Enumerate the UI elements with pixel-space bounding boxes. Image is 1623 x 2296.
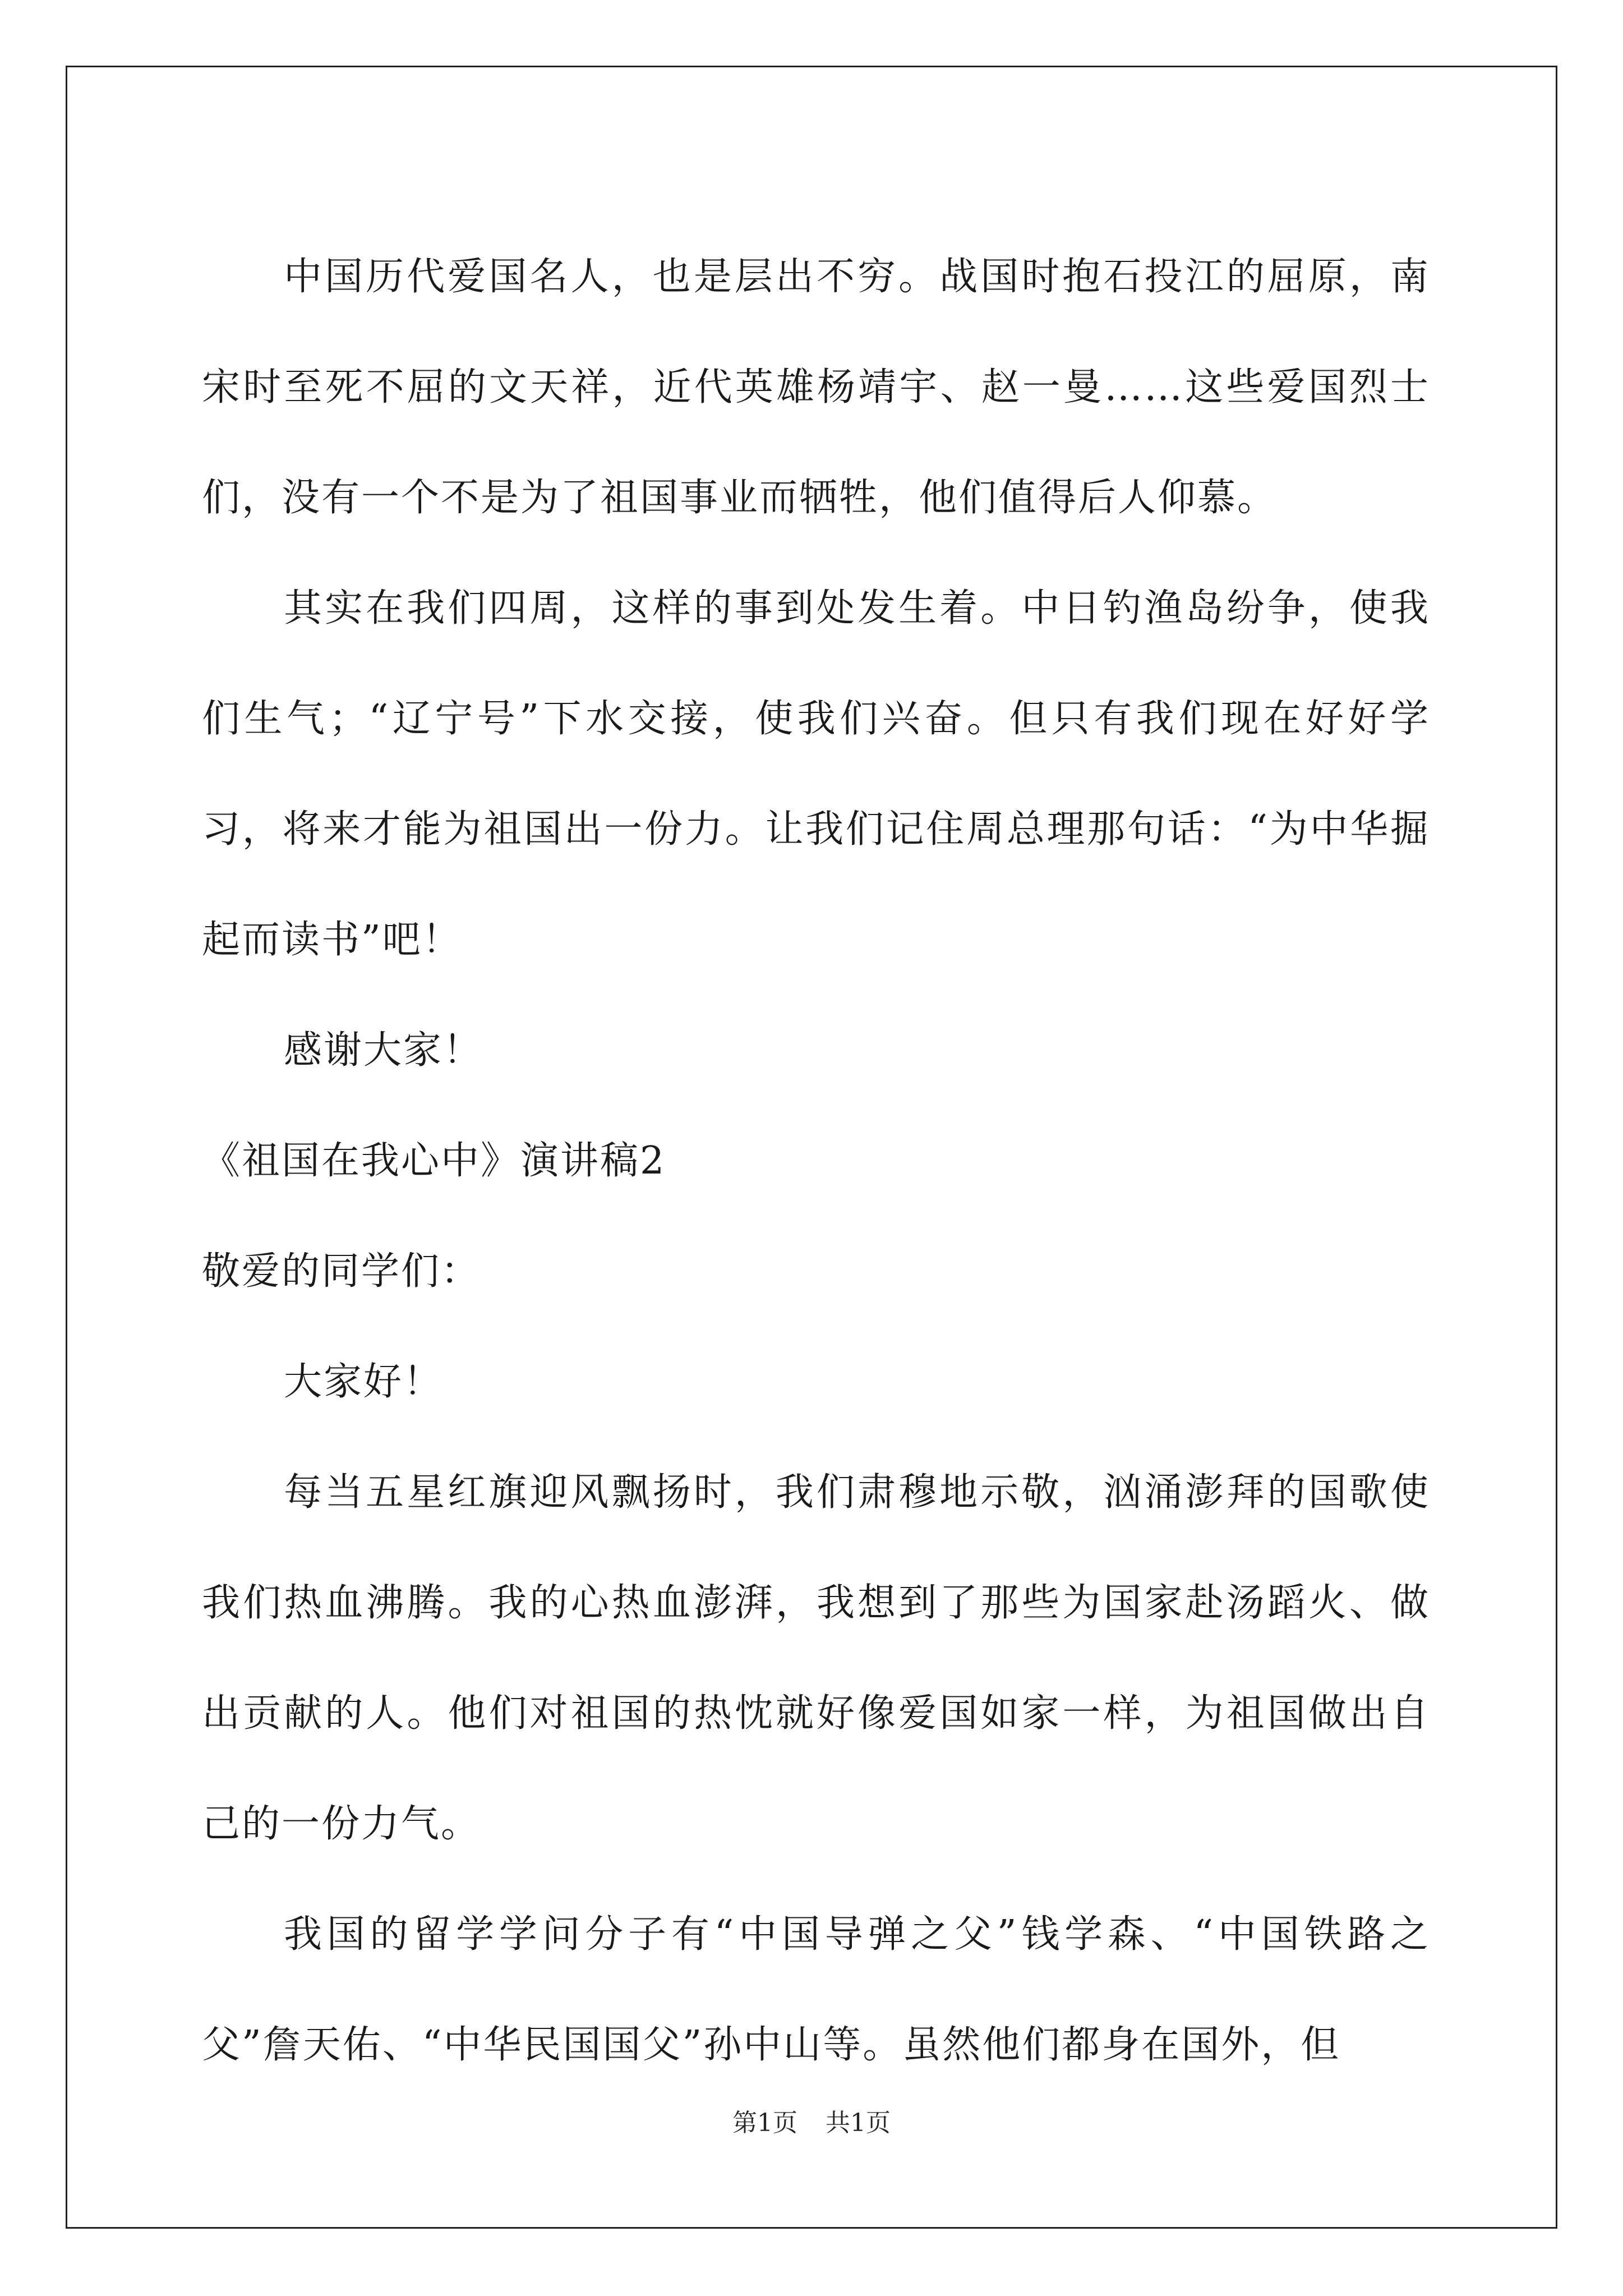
paragraph-patriotic-figures: 中国历代爱国名人，也是层出不穷。战国时抱石投江的屈原，南宋时至死不屈的文天祥，近代英雄杨靖宇、赵一曼……这些爱国烈士们，没有一个不是为了祖国事业而牺牲，他们值得后人仰慕。 [202,255,1430,520]
page-footer [0,2106,1623,2140]
greeting: 大家好！ [284,1360,444,1404]
page-total: 共1页 [826,2109,891,2137]
paragraph-thanks: 感谢大家！ [284,1028,483,1073]
paragraph-current-events: 其实在我们四周，这样的事到处发生着。中日钓渔岛纷争，使我们生气；“辽宁号”下水交接，使我们兴奋。但只有我们现在好好学习，将来才能为祖国出一份力。让我们记住周总理那句话：“为中华掘起而读书”吧！ [202,586,1430,962]
salutation: 敬爱的同学们： [202,1249,481,1294]
document-body [202,222,1430,2100]
speech-title: 《祖国在我心中》演讲稿2 [202,1139,666,1183]
page-number: 第1页 [732,2109,797,2137]
paragraph-overseas-scholars: 我国的留学学问分子有“中国导弹之父”钱学森、“中国铁路之父”詹天佑、“中华民国国父”孙中山等。虽然他们都身在国外，但 [202,1912,1430,2067]
paragraph-flag-anthem: 每当五星红旗迎风飘扬时，我们肃穆地示敬，汹涌澎拜的国歌使我们热血沸腾。我的心热血澎湃，我想到了那些为国家赴汤蹈火、做出贡献的人。他们对祖国的热忱就好像爱国如家一样，为祖国做出自己的一份力气。 [202,1470,1430,1846]
